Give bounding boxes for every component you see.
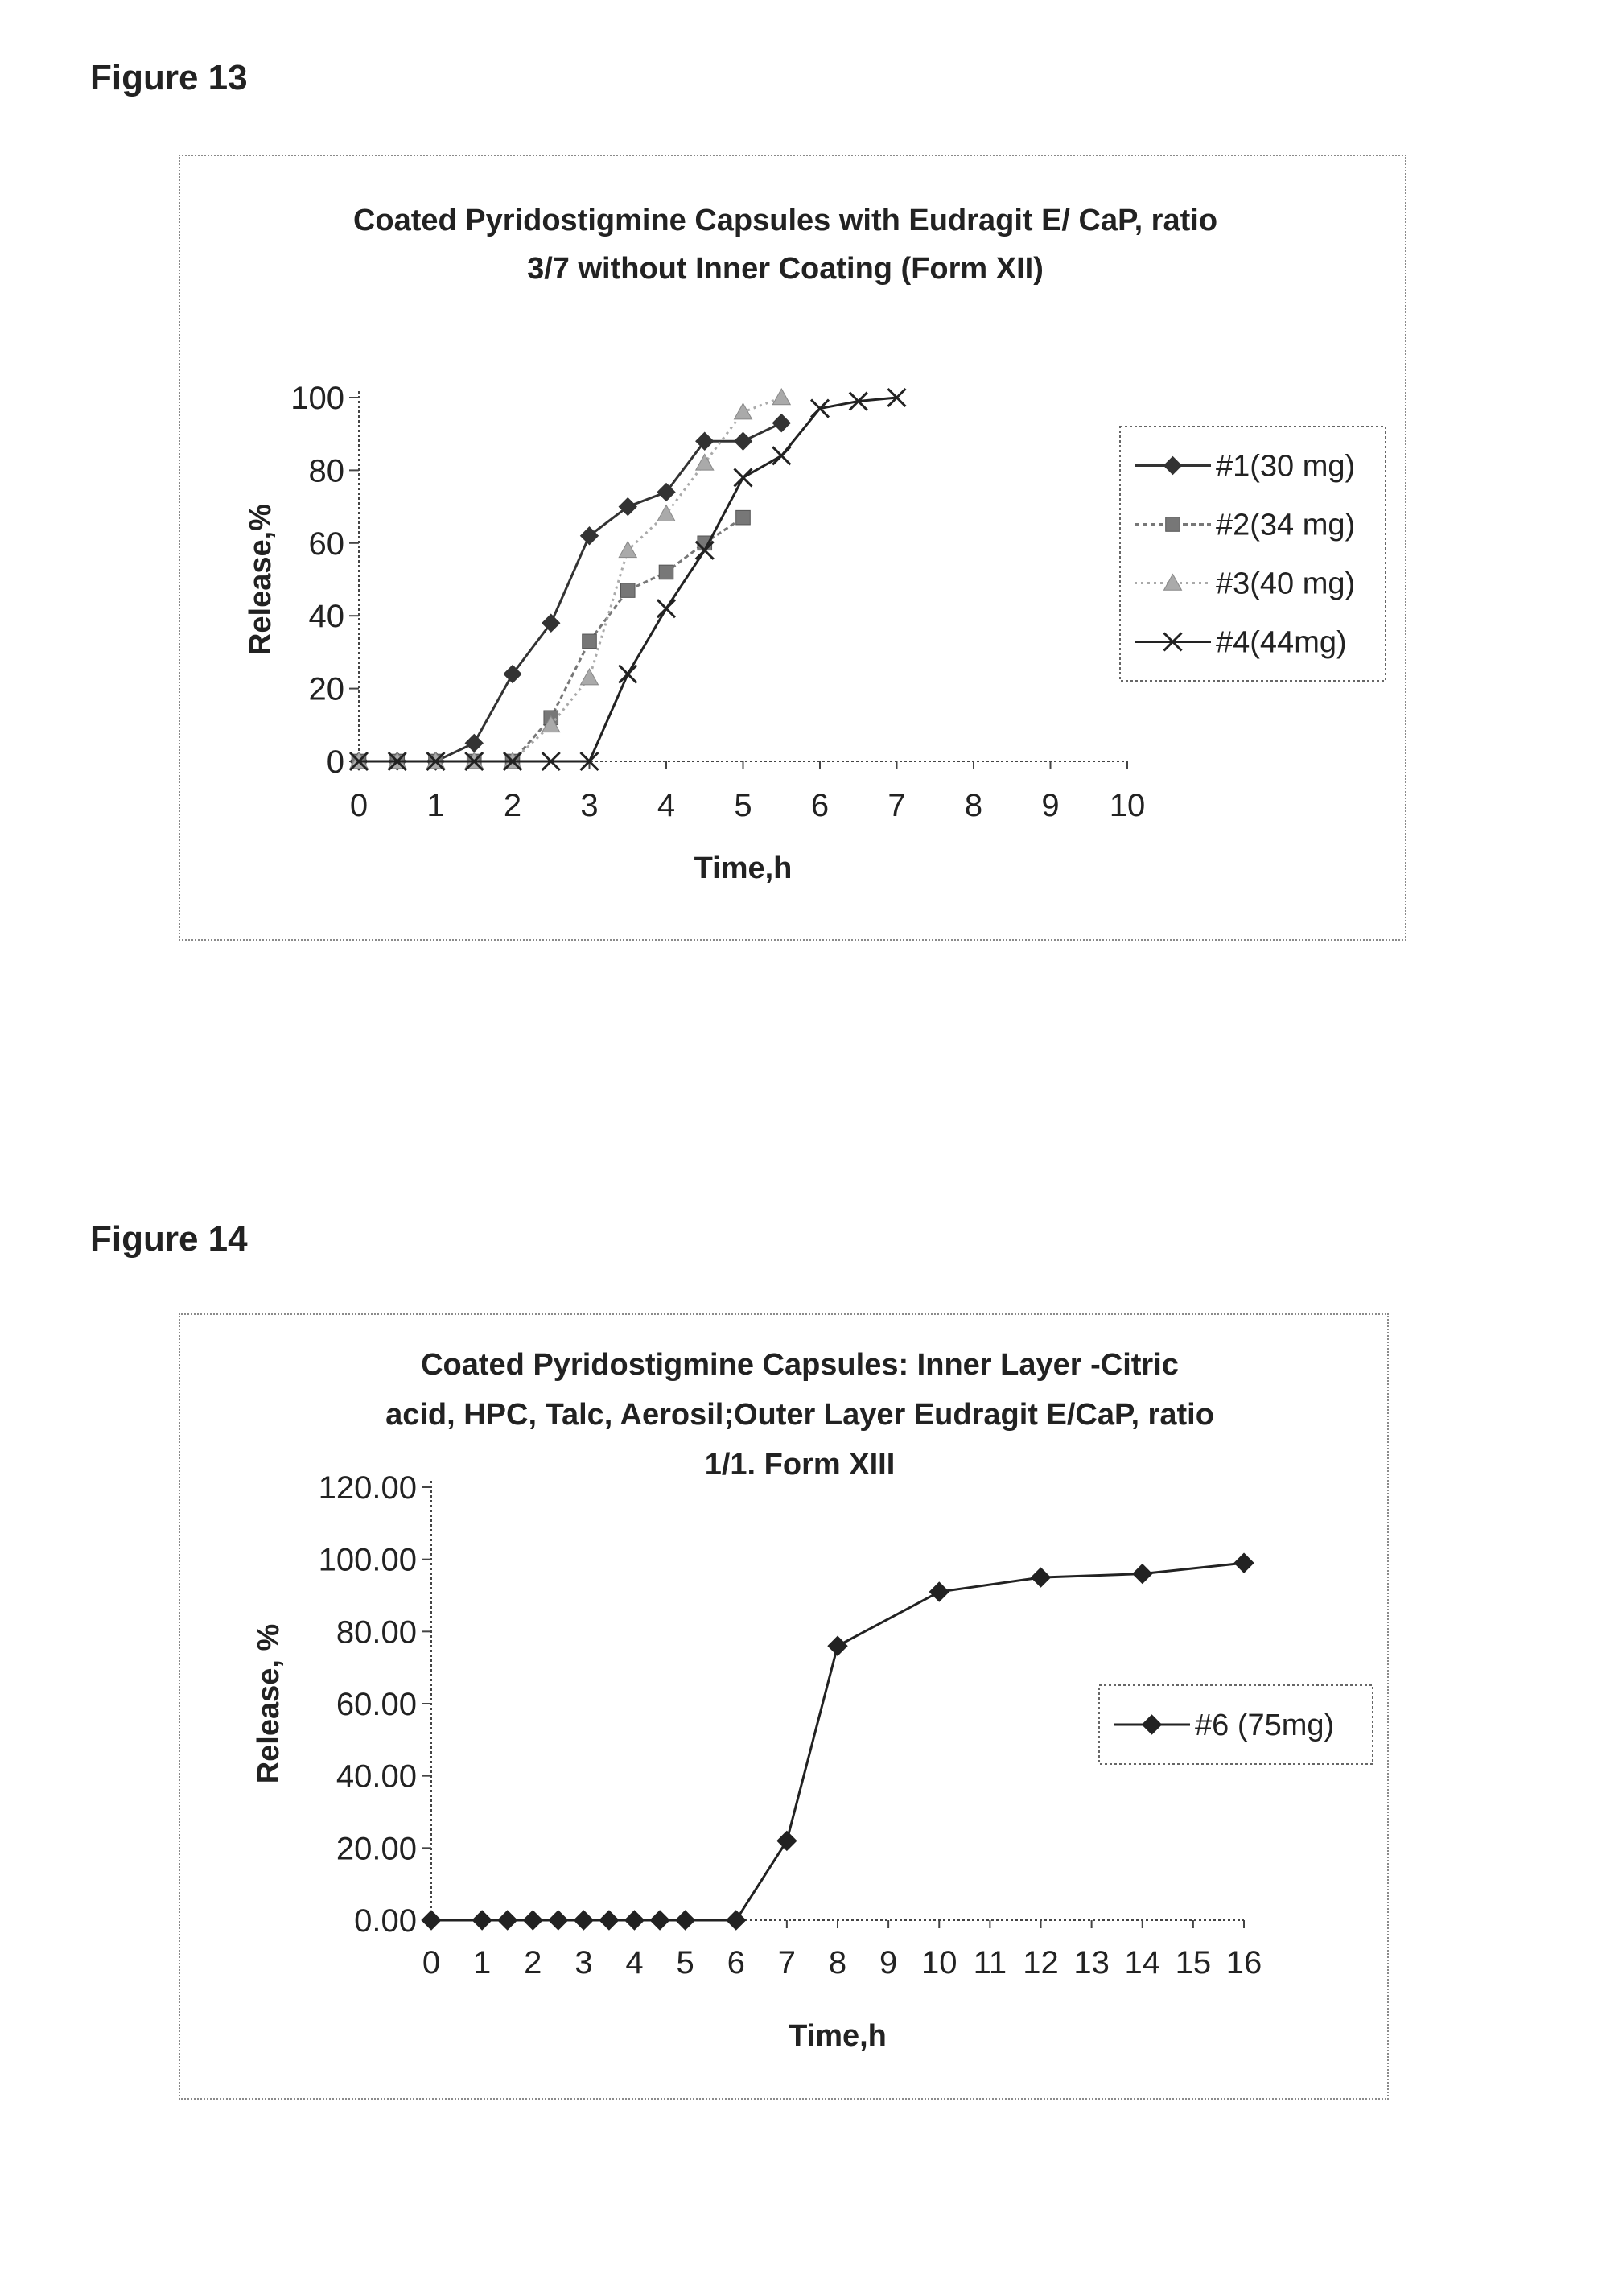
x-tick-label: 11 [973, 1945, 1007, 1981]
chart-title [353, 204, 1217, 286]
y-tick-label: 20 [308, 671, 344, 707]
legend [1099, 1685, 1373, 1764]
data-point [736, 510, 751, 525]
data-point [504, 666, 521, 683]
y-tick-label: 120.00 [318, 1470, 417, 1506]
y-axis-title: Release, % [252, 1623, 286, 1784]
x-tick-label: 6 [810, 788, 830, 823]
legend-entry: #4(44mg) [1216, 625, 1347, 660]
series-4 [350, 389, 906, 770]
y-tick-label: 40 [308, 599, 344, 635]
x-tick-label: 13 [1073, 1945, 1110, 1981]
data-point [549, 1911, 568, 1930]
x-tick-label: 3 [574, 1945, 593, 1981]
y-tick-label: 80.00 [336, 1614, 417, 1651]
x-tick-label: 5 [734, 788, 752, 823]
data-point [657, 600, 675, 617]
y-tick-label: 60 [308, 526, 344, 562]
data-point [929, 1582, 949, 1601]
x-tick-label: 6 [727, 1945, 745, 1981]
data-point [727, 1911, 746, 1930]
series-line [359, 398, 897, 761]
data-point [657, 484, 675, 501]
x-tick-label: 12 [1023, 1945, 1059, 1981]
data-point [676, 1911, 695, 1930]
chart-title-line: acid, HPC, Talc, Aerosil;Outer Layer Eudragit E/CaP, ratio [385, 1398, 1214, 1432]
data-point [465, 734, 483, 752]
data-point [542, 614, 560, 632]
data-point [619, 666, 636, 683]
x-tick-label: 1 [473, 1945, 492, 1981]
y-tick-label: 100 [290, 381, 344, 416]
x-tick-label: 2 [524, 1945, 542, 1981]
data-point [1032, 1568, 1051, 1587]
x-tick-label: 1 [426, 788, 445, 823]
chart-14-svg [180, 1315, 1387, 2098]
chart-title-line: Coated Pyridostigmine Capsules with Eudragit E/ CaP, ratio [352, 204, 1218, 237]
x-tick-label: 4 [657, 788, 676, 823]
data-point [650, 1911, 669, 1930]
x-tick-label: 9 [1041, 788, 1060, 823]
y-tick-label: 100.00 [318, 1542, 417, 1578]
data-point [620, 583, 635, 598]
legend-entry: #1(30 mg) [1216, 449, 1356, 484]
chart-title-line: 1/1. Form XIII [704, 1448, 896, 1482]
x-tick-label: 0 [349, 788, 369, 823]
x-tick-label: 5 [676, 1945, 694, 1981]
y-tick-label: 80 [308, 453, 344, 489]
x-tick-label: 15 [1175, 1945, 1212, 1981]
legend-entry: #6 (75mg) [1195, 1709, 1335, 1742]
data-point [1234, 1553, 1254, 1573]
x-tick-label: 7 [887, 788, 906, 823]
data-point [523, 1911, 542, 1930]
data-point [574, 1911, 593, 1930]
data-point [1133, 1564, 1152, 1584]
x-tick-label: 0 [422, 1945, 441, 1981]
chart-title-line: 3/7 without Inner Coating (Form XII) [527, 252, 1044, 286]
x-tick-label: 3 [580, 788, 599, 823]
legend [1120, 427, 1386, 681]
data-point [828, 1636, 847, 1655]
data-point [657, 505, 675, 521]
data-point [599, 1911, 619, 1930]
y-tick-label: 0.00 [354, 1903, 417, 1939]
x-tick-label: 10 [921, 1945, 957, 1981]
data-point [772, 389, 790, 405]
data-point [498, 1911, 517, 1930]
data-point [772, 447, 790, 464]
figure-13-label: Figure 13 [90, 58, 248, 97]
chart-title [385, 1348, 1214, 1482]
series-1 [350, 414, 790, 770]
data-point [659, 565, 673, 579]
legend-entry: #3(40 mg) [1216, 567, 1356, 601]
chart-figure-13 [179, 155, 1406, 941]
x-tick-label: 4 [625, 1945, 644, 1981]
x-axis-title: Time,h [789, 2019, 887, 2053]
y-tick-label: 40.00 [336, 1758, 417, 1795]
data-point [772, 414, 790, 432]
data-point [625, 1911, 645, 1930]
legend-entry: #2(34 mg) [1216, 508, 1356, 542]
data-point [581, 669, 599, 685]
data-point [735, 432, 752, 450]
y-tick-label: 0 [326, 744, 344, 780]
chart-13-svg [180, 156, 1405, 939]
x-tick-label: 16 [1225, 1945, 1262, 1981]
data-point [472, 1911, 492, 1930]
y-axis-title: Release,% [244, 503, 278, 656]
data-point [422, 1911, 441, 1930]
data-point [777, 1831, 797, 1850]
x-tick-label: 7 [777, 1945, 796, 1981]
data-point [583, 634, 597, 649]
data-point [619, 542, 636, 558]
legend-marker [1166, 517, 1180, 532]
chart-title-line: Coated Pyridostigmine Capsules: Inner Layer -Citric [421, 1348, 1179, 1382]
x-tick-label: 8 [964, 788, 983, 823]
x-tick-label: 14 [1124, 1945, 1160, 1981]
data-point [735, 468, 752, 486]
x-tick-label: 8 [828, 1945, 847, 1981]
x-tick-label: 10 [1109, 788, 1146, 823]
data-point [696, 454, 714, 470]
x-axis-title: Time,h [694, 851, 793, 885]
chart-figure-14 [179, 1313, 1389, 2100]
y-tick-label: 20.00 [336, 1831, 417, 1867]
x-tick-label: 2 [503, 788, 522, 823]
x-tick-label: 9 [879, 1945, 898, 1981]
series-line [359, 423, 781, 761]
figure-14-label: Figure 14 [90, 1219, 248, 1259]
y-tick-label: 60.00 [336, 1687, 417, 1722]
data-point [735, 403, 752, 419]
data-point [696, 432, 714, 450]
